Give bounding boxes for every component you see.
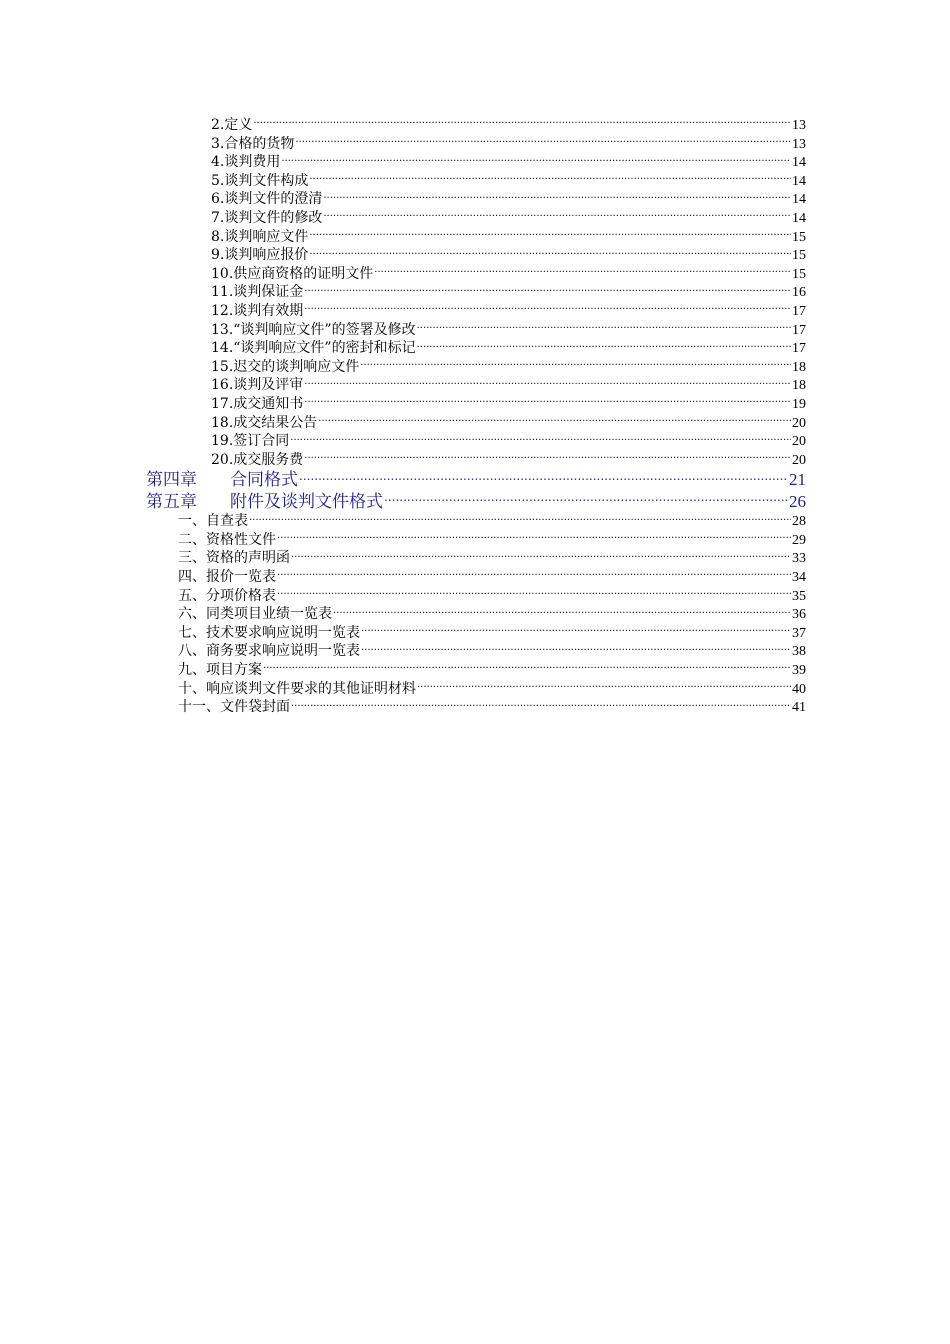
toc-entry-title: 16.谈判及评审 bbox=[211, 377, 304, 394]
dot-leader bbox=[374, 264, 791, 278]
toc-entry-page: 15 bbox=[792, 248, 806, 264]
toc-entry-page: 15 bbox=[792, 229, 806, 245]
toc-entry-title: 17.成交通知书 bbox=[211, 395, 304, 412]
chapter-title: 合同格式 bbox=[230, 470, 298, 491]
toc-entry-title: 5.谈判文件构成 bbox=[211, 172, 309, 189]
chapter-page: 21 bbox=[789, 470, 806, 490]
toc-entry-title: 八、商务要求响应说明一览表 bbox=[178, 643, 360, 660]
dot-leader bbox=[277, 567, 791, 581]
toc-entry[interactable] bbox=[0, 413, 806, 432]
toc-entry[interactable] bbox=[0, 227, 806, 246]
toc-entry-title: 2.定义 bbox=[211, 117, 253, 133]
dot-leader bbox=[295, 134, 791, 148]
toc-entry-page: 13 bbox=[792, 118, 806, 133]
toc-entry-page: 20 bbox=[792, 434, 806, 450]
toc-entry-title: 二、资格性文件 bbox=[178, 531, 276, 548]
toc-entry[interactable] bbox=[0, 320, 806, 339]
toc-entry[interactable] bbox=[0, 264, 806, 283]
toc-entry-page: 14 bbox=[792, 210, 806, 226]
toc-entry-page: 15 bbox=[792, 266, 806, 282]
toc-entry-page: 37 bbox=[792, 625, 806, 641]
dot-leader bbox=[304, 375, 791, 389]
toc-entry[interactable] bbox=[0, 679, 806, 698]
toc-entry-page: 40 bbox=[792, 681, 806, 697]
toc-entry-title: 18.成交结果公告 bbox=[211, 414, 318, 431]
toc-entry-title: 7.谈判文件的修改 bbox=[211, 209, 323, 226]
toc-entry-title: 五、分项价格表 bbox=[178, 587, 276, 604]
toc-entry[interactable] bbox=[0, 134, 806, 153]
toc-entry[interactable] bbox=[0, 338, 806, 357]
dot-leader bbox=[304, 450, 791, 464]
toc-entry[interactable] bbox=[0, 623, 806, 642]
toc-entry-page: 14 bbox=[792, 192, 806, 208]
toc-chapter-entry[interactable] bbox=[0, 490, 806, 512]
dot-leader bbox=[333, 604, 791, 618]
toc-entry-page: 14 bbox=[792, 155, 806, 171]
toc-entry-page: 20 bbox=[792, 452, 806, 468]
toc-entry[interactable] bbox=[0, 530, 806, 549]
dot-leader bbox=[323, 189, 791, 203]
toc-entry[interactable] bbox=[0, 567, 806, 586]
dot-leader bbox=[318, 413, 791, 427]
dot-leader bbox=[290, 431, 791, 445]
toc-entry-title: 12.谈判有效期 bbox=[211, 302, 304, 319]
toc-entry[interactable] bbox=[0, 189, 806, 208]
toc-entry-title: 13.“谈判响应文件”的签署及修改 bbox=[211, 321, 416, 338]
toc-entry-title: 七、技术要求响应说明一览表 bbox=[178, 624, 360, 641]
toc-entry-title: 三、资格的声明函 bbox=[178, 550, 290, 567]
dot-leader bbox=[361, 623, 791, 637]
toc-entry-title: 14.“谈判响应文件”的密封和标记 bbox=[211, 340, 416, 357]
toc-chapter-entry[interactable] bbox=[0, 468, 806, 490]
dot-leader bbox=[384, 490, 788, 507]
toc-entry-title: 9.谈判响应报价 bbox=[211, 247, 309, 264]
toc-entry-page: 39 bbox=[792, 663, 806, 679]
toc-entry-page: 18 bbox=[792, 359, 806, 375]
toc-entry[interactable] bbox=[0, 152, 806, 171]
toc-entry-page: 33 bbox=[792, 551, 806, 567]
chapter-page: 26 bbox=[789, 491, 806, 511]
toc-entry[interactable] bbox=[0, 586, 806, 605]
toc-entry-page: 17 bbox=[792, 341, 806, 357]
dot-leader bbox=[309, 245, 791, 259]
dot-leader bbox=[253, 115, 791, 129]
dot-leader bbox=[291, 697, 791, 711]
toc-entry[interactable] bbox=[0, 604, 806, 623]
toc-entry[interactable] bbox=[0, 301, 806, 320]
toc-entry[interactable] bbox=[0, 450, 806, 469]
toc-entry-title: 11.谈判保证金 bbox=[211, 284, 304, 301]
chapter-number: 第四章 bbox=[146, 470, 197, 491]
dot-leader bbox=[323, 208, 791, 222]
toc-entry[interactable] bbox=[0, 394, 806, 413]
toc-entry-page: 38 bbox=[792, 644, 806, 660]
dot-leader bbox=[417, 320, 791, 334]
toc-entry-page: 36 bbox=[792, 607, 806, 623]
toc-entry-page: 18 bbox=[792, 378, 806, 394]
toc-entry-title: 六、同类项目业绩一览表 bbox=[178, 606, 332, 623]
dot-leader bbox=[304, 394, 791, 408]
toc-entry-title: 一、自查表 bbox=[178, 513, 248, 530]
dot-leader bbox=[291, 548, 791, 562]
dot-leader bbox=[277, 530, 791, 544]
toc-entry[interactable] bbox=[0, 660, 806, 679]
toc-entry-page: 13 bbox=[792, 136, 806, 152]
toc-entry-page: 16 bbox=[792, 285, 806, 301]
toc-entry-page: 29 bbox=[792, 532, 806, 548]
table-of-contents bbox=[0, 115, 950, 716]
toc-entry[interactable] bbox=[0, 208, 806, 227]
toc-entry-page: 28 bbox=[792, 514, 806, 530]
dot-leader bbox=[360, 357, 791, 371]
toc-entry-title: 19.签订合同 bbox=[211, 433, 290, 450]
toc-entry[interactable] bbox=[0, 357, 806, 376]
dot-leader bbox=[299, 468, 788, 485]
toc-entry[interactable] bbox=[0, 641, 806, 660]
toc-entry-title: 4.谈判费用 bbox=[211, 154, 281, 171]
toc-entry-page: 41 bbox=[792, 700, 806, 716]
dot-leader bbox=[309, 171, 791, 185]
dot-leader bbox=[361, 641, 791, 655]
toc-entry-page: 35 bbox=[792, 588, 806, 604]
dot-leader bbox=[304, 301, 791, 315]
toc-entry[interactable] bbox=[0, 171, 806, 190]
toc-entry-page: 17 bbox=[792, 303, 806, 319]
toc-entry[interactable] bbox=[0, 282, 806, 301]
toc-entry-page: 20 bbox=[792, 415, 806, 431]
toc-entry[interactable] bbox=[0, 115, 806, 134]
toc-entry[interactable] bbox=[0, 697, 806, 716]
toc-entry-title: 8.谈判响应文件 bbox=[211, 228, 309, 245]
dot-leader bbox=[309, 227, 791, 241]
chapter-title: 附件及谈判文件格式 bbox=[230, 491, 383, 512]
toc-entry[interactable] bbox=[0, 431, 806, 450]
toc-entry-title: 6.谈判文件的澄清 bbox=[211, 191, 323, 208]
toc-entry-page: 17 bbox=[792, 322, 806, 338]
toc-entry-page: 34 bbox=[792, 570, 806, 586]
toc-entry-page: 19 bbox=[792, 396, 806, 412]
toc-entry[interactable] bbox=[0, 375, 806, 394]
dot-leader bbox=[249, 511, 791, 525]
dot-leader bbox=[281, 152, 791, 166]
toc-entry-title: 十、响应谈判文件要求的其他证明材料 bbox=[178, 680, 416, 697]
toc-entry-title: 九、项目方案 bbox=[178, 662, 262, 679]
toc-entry[interactable] bbox=[0, 245, 806, 264]
dot-leader bbox=[304, 282, 791, 296]
chapter-number: 第五章 bbox=[146, 491, 197, 512]
toc-entry-title: 3.合格的货物 bbox=[211, 135, 295, 152]
toc-entry-title: 十一、文件袋封面 bbox=[178, 699, 290, 716]
dot-leader bbox=[417, 338, 791, 352]
toc-entry[interactable] bbox=[0, 548, 806, 567]
dot-leader bbox=[277, 586, 791, 600]
toc-entry-title: 15.迟交的谈判响应文件 bbox=[211, 358, 360, 375]
toc-entry[interactable] bbox=[0, 511, 806, 530]
toc-entry-title: 10.供应商资格的证明文件 bbox=[211, 265, 374, 282]
dot-leader bbox=[417, 679, 791, 693]
toc-entry-page: 14 bbox=[792, 173, 806, 189]
dot-leader bbox=[263, 660, 791, 674]
toc-entry-title: 20.成交服务费 bbox=[211, 451, 304, 468]
toc-entry-title: 四、报价一览表 bbox=[178, 569, 276, 586]
